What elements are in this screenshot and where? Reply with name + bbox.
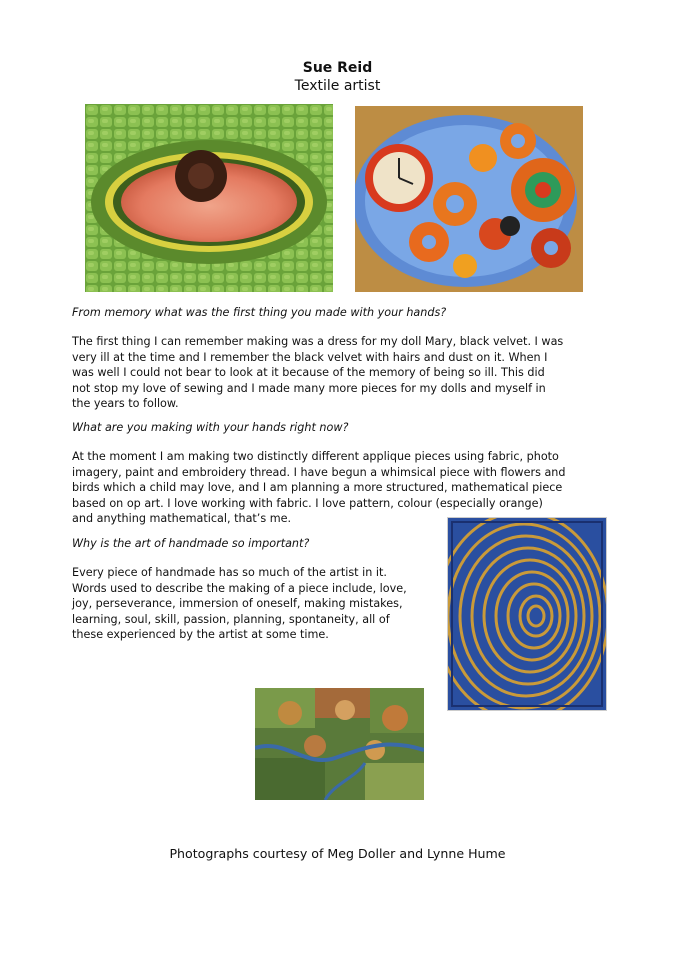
question-1: From memory what was the first thing you made with your hands? — [72, 306, 447, 319]
answer-line: based on op art. I love working with fabric. I love pattern, colour (especially orange) — [72, 496, 543, 510]
question-2: What are you making with your hands right now? — [72, 421, 349, 434]
answer-line: the years to follow. — [72, 397, 179, 410]
gears-artwork-image — [355, 106, 583, 292]
answer-line: Every piece of handmade has so much of the artist in it. — [72, 566, 387, 579]
answer-line: very ill at the time and I remember the black velvet with hairs and dust on it. When I — [72, 350, 548, 364]
eye-artwork-image — [85, 104, 333, 292]
question-3: Why is the art of handmade so important? — [72, 537, 310, 550]
answer-line: At the moment I am making two distinctly different applique pieces using fabric, photo — [72, 450, 559, 463]
answer-2 — [72, 449, 612, 527]
answer-line: Words used to describe the making of a piece include, love, — [72, 581, 407, 595]
answer-line: imagery, paint and embroidery thread. I have begun a whimsical piece with flowers and — [72, 465, 566, 479]
answer-3 — [72, 565, 442, 643]
fingerprint-artwork-image — [448, 518, 606, 710]
answer-line: learning, soul, skill, passion, planning, spontaneity, all of — [72, 612, 390, 626]
answer-line: birds which a child may love, and I am planning a more structured, mathematical piece — [72, 481, 563, 494]
artist-role: Textile artist — [294, 78, 381, 94]
answer-line: and anything mathematical, that’s me. — [72, 512, 292, 525]
answer-line: was well I could not bear to look at it because of the memory of being so ill. This did — [72, 366, 545, 379]
answer-line: these experienced by the artist at some time. — [72, 628, 329, 641]
artist-name: Sue Reid — [302, 60, 373, 76]
answer-1 — [72, 334, 612, 412]
answer-line: joy, perseverance, immersion of oneself, making mistakes, — [72, 597, 403, 610]
answer-line: The first thing I can remember making was a dress for my doll Mary, black velvet. I was — [72, 335, 564, 348]
photo-credit: Photographs courtesy of Meg Doller and Lynne Hume — [169, 846, 506, 861]
answer-line: not stop my love of sewing and I made many more pieces for my dolls and myself in — [72, 381, 546, 395]
aerial-landscape-artwork-image — [255, 688, 424, 800]
